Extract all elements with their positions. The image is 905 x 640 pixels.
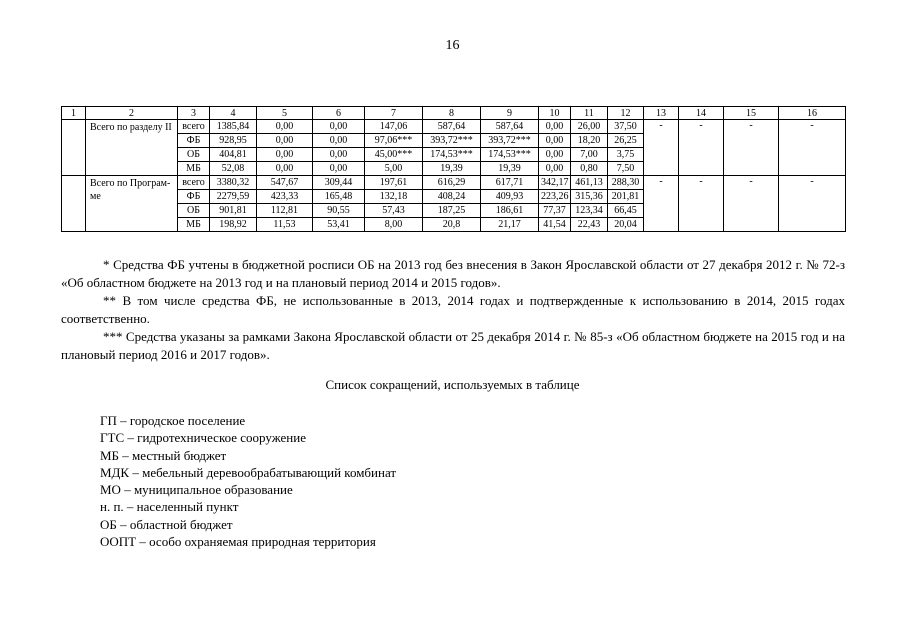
column-number: 4 [210,107,257,120]
value-cell: 7,00 [571,148,608,162]
value-cell: 408,24 [423,190,481,204]
dash-cell: - [779,176,846,232]
value-cell: 20,8 [423,218,481,232]
column-number: 13 [644,107,679,120]
column-number: 11 [571,107,608,120]
value-cell: 2279,59 [210,190,257,204]
dash-cell: - [779,120,846,176]
funding-type-cell: всего [178,120,210,134]
value-cell: 409,93 [481,190,539,204]
value-cell: 197,61 [365,176,423,190]
value-cell: 174,53*** [481,148,539,162]
column-number: 5 [257,107,313,120]
column-number: 3 [178,107,210,120]
abbreviations-list [100,412,396,550]
value-cell: 26,00 [571,120,608,134]
value-cell: 901,81 [210,204,257,218]
value-cell: 11,53 [257,218,313,232]
dash-cell: - [679,120,724,176]
value-cell: 5,00 [365,162,423,176]
abbreviation-item: ГП – городское поселение [100,413,246,428]
dash-cell: - [644,120,679,176]
value-cell: 0,80 [571,162,608,176]
value-cell: 587,64 [423,120,481,134]
value-cell: 616,29 [423,176,481,190]
value-cell: 186,61 [481,204,539,218]
value-cell: 198,92 [210,218,257,232]
abbreviation-item: ГТС – гидротехническое сооружение [100,430,306,446]
value-cell: 97,06*** [365,134,423,148]
table-row [62,120,846,134]
dash-cell: - [724,120,779,176]
value-cell: 7,50 [608,162,644,176]
abbreviation-item: ОБ – областной бюджет [100,516,233,532]
value-cell: 587,64 [481,120,539,134]
value-cell: 0,00 [539,120,571,134]
value-cell: 26,25 [608,134,644,148]
value-cell: 77,37 [539,204,571,218]
row-number-cell [62,176,86,232]
funding-type-cell: ФБ [178,134,210,148]
funding-type-cell: ОБ [178,204,210,218]
value-cell: 8,00 [365,218,423,232]
value-cell: 0,00 [539,162,571,176]
table-header-row [62,107,846,120]
group-label-cell: Всего по разделу II [86,120,178,176]
value-cell: 22,43 [571,218,608,232]
value-cell: 0,00 [257,120,313,134]
value-cell: 0,00 [539,134,571,148]
column-number: 14 [679,107,724,120]
value-cell: 223,26 [539,190,571,204]
value-cell: 342,17 [539,176,571,190]
value-cell: 393,72*** [423,134,481,148]
dash-cell: - [644,176,679,232]
funding-type-cell: МБ [178,218,210,232]
column-number: 16 [779,107,846,120]
value-cell: 112,81 [257,204,313,218]
budget-table [61,106,846,232]
column-number: 15 [724,107,779,120]
funding-type-cell: ОБ [178,148,210,162]
value-cell: 53,41 [313,218,365,232]
value-cell: 309,44 [313,176,365,190]
value-cell: 45,00*** [365,148,423,162]
column-number: 8 [423,107,481,120]
row-number-cell [62,120,86,176]
abbreviation-item: н. п. – населенный пункт [100,499,239,515]
column-number: 9 [481,107,539,120]
value-cell: 66,45 [608,204,644,218]
value-cell: 0,00 [257,148,313,162]
footnote-2: ** В том числе средства ФБ, не использованные в 2013, 2014 годах и подтвержденные к использованию в 2014, 2015 годах соответственно. [61,293,845,326]
value-cell: 0,00 [313,162,365,176]
column-number: 10 [539,107,571,120]
value-cell: 0,00 [313,134,365,148]
dash-cell: - [679,176,724,232]
abbreviation-item: МДК – мебельный деревообрабатывающий комбинат [100,464,397,480]
value-cell: 57,43 [365,204,423,218]
budget-table-body [62,107,846,232]
page-number: 16 [445,38,460,53]
abbreviations-title: Список сокращений, используемых в таблице [325,377,580,392]
value-cell: 404,81 [210,148,257,162]
value-cell: 41,54 [539,218,571,232]
column-number: 12 [608,107,644,120]
value-cell: 165,48 [313,190,365,204]
value-cell: 20,04 [608,218,644,232]
value-cell: 617,71 [481,176,539,190]
value-cell: 0,00 [313,120,365,134]
column-number: 2 [86,107,178,120]
value-cell: 1385,84 [210,120,257,134]
column-number: 6 [313,107,365,120]
value-cell: 21,17 [481,218,539,232]
table-row [62,176,846,190]
funding-type-cell: МБ [178,162,210,176]
abbreviation-item: ООПТ – особо охраняемая природная территория [100,534,376,550]
value-cell: 174,53*** [423,148,481,162]
funding-type-cell: ФБ [178,190,210,204]
column-number: 7 [365,107,423,120]
value-cell: 37,50 [608,120,644,134]
funding-type-cell: всего [178,176,210,190]
value-cell: 90,55 [313,204,365,218]
value-cell: 928,95 [210,134,257,148]
footnote-3: *** Средства указаны за рамками Закона Ярославской области от 25 декабря 2014 г. № 85-з «Об областном бюджете на 2015 год и на плановый период 2016 и 2017 годов». [61,329,845,362]
value-cell: 315,36 [571,190,608,204]
value-cell: 547,67 [257,176,313,190]
value-cell: 187,25 [423,204,481,218]
value-cell: 147,06 [365,120,423,134]
value-cell: 0,00 [313,148,365,162]
value-cell: 288,30 [608,176,644,190]
value-cell: 18,20 [571,134,608,148]
value-cell: 19,39 [481,162,539,176]
value-cell: 0,00 [539,148,571,162]
value-cell: 201,81 [608,190,644,204]
value-cell: 3380,32 [210,176,257,190]
group-label-cell: Всего по Програм-ме [86,176,178,232]
value-cell: 3,75 [608,148,644,162]
value-cell: 0,00 [257,134,313,148]
column-number: 1 [62,107,86,120]
value-cell: 423,33 [257,190,313,204]
dash-cell: - [724,176,779,232]
value-cell: 393,72*** [481,134,539,148]
value-cell: 19,39 [423,162,481,176]
abbreviation-item: МБ – местный бюджет [100,447,227,463]
value-cell: 0,00 [257,162,313,176]
value-cell: 123,34 [571,204,608,218]
value-cell: 52,08 [210,162,257,176]
abbreviation-item: МО – муниципальное образование [100,482,293,498]
value-cell: 461,13 [571,176,608,190]
value-cell: 132,18 [365,190,423,204]
footnote-1: * Средства ФБ учтены в бюджетной росписи ОБ на 2013 год без внесения в Закон Ярославской области от 27 декабря 2012 г. № 72-з «Об областном бюджете на 2013 год и на плановый период 2014 и 2015 годов». [61,257,845,290]
